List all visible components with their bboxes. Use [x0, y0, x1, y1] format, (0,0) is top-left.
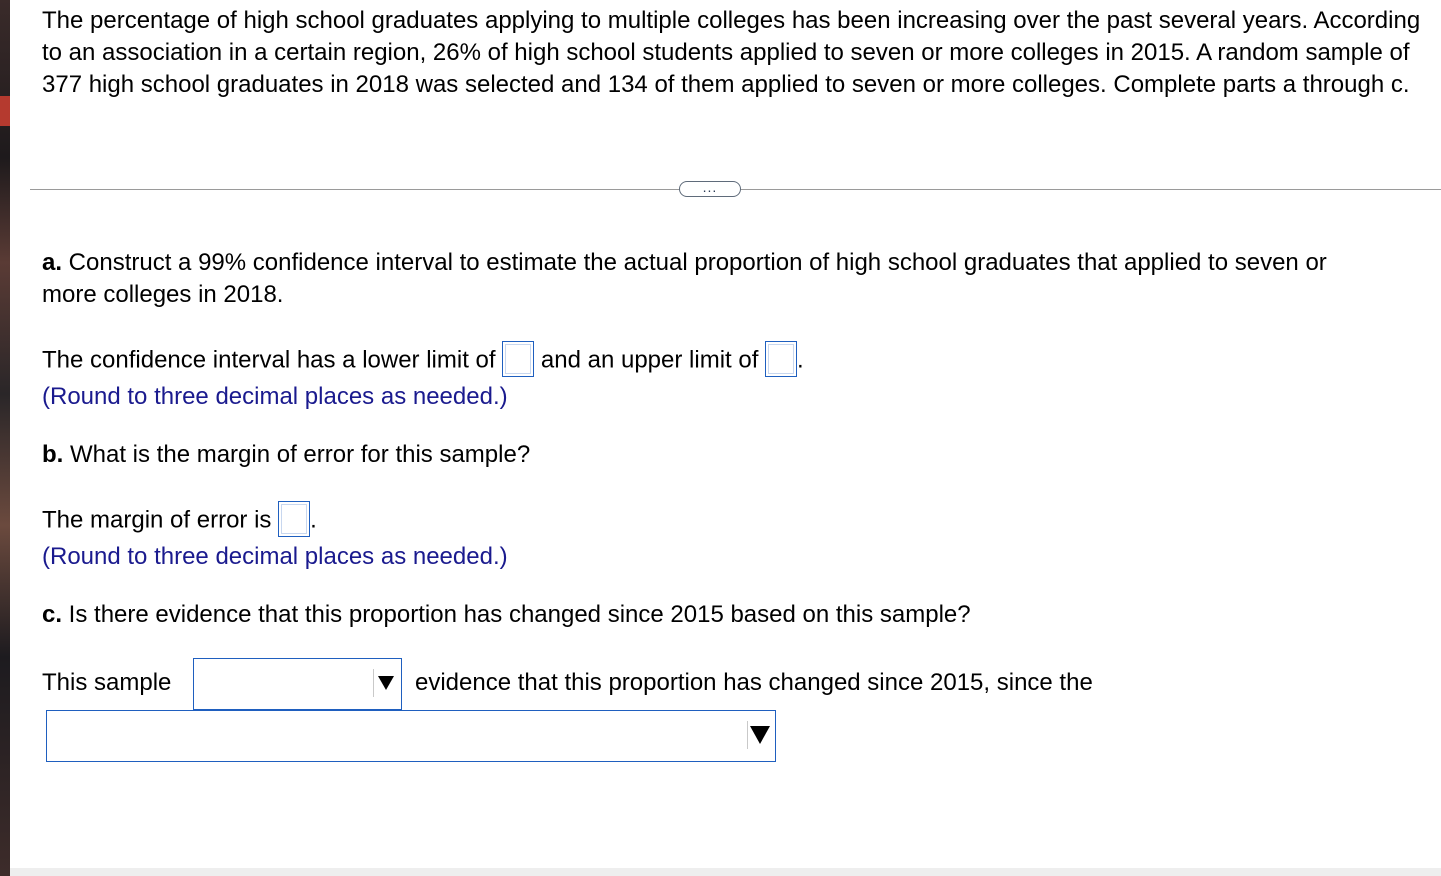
reason-dropdown[interactable] [46, 710, 776, 762]
part-a-question-line2: more colleges in 2018. [42, 281, 284, 308]
lower-limit-input[interactable] [502, 341, 534, 377]
part-c-answer-middle: evidence that this proportion has changed since 2015, since the [415, 669, 1093, 696]
part-a-question [42, 247, 1327, 279]
part-c-label: c. [42, 601, 63, 628]
part-c-question-text: Is there evidence that this proportion has changed since 2015 based on this sample? [62, 601, 971, 628]
part-a-question-text: Construct a 99% confidence interval to estimate the actual proportion of high school graduates that applied to seven or [62, 249, 1327, 276]
background-edge [0, 0, 10, 876]
part-b-label: b. [42, 441, 64, 468]
part-b-answer-row [42, 503, 317, 539]
evidence-dropdown[interactable] [193, 658, 402, 710]
dropdown-arrow-icon[interactable] [747, 721, 771, 749]
part-b-answer-prefix: The margin of error is [42, 506, 272, 534]
dropdown-arrow-icon[interactable] [373, 669, 397, 697]
part-c-question [42, 599, 971, 631]
part-a-answer-prefix: The confidence interval has a lower limit of [42, 346, 496, 374]
part-a-label: a. [42, 249, 63, 276]
bottom-bar [10, 868, 1441, 876]
part-a-answer-row [42, 343, 804, 379]
part-b-question-text: What is the margin of error for this sample? [63, 441, 531, 468]
part-b-question [42, 439, 530, 471]
part-a-answer-suffix: . [797, 346, 804, 374]
part-b-rounding-hint: (Round to three decimal places as needed.) [42, 543, 508, 570]
part-a-answer-middle: and an upper limit of [540, 346, 759, 374]
problem-statement: The percentage of high school graduates applying to multiple colleges has been increasing over the past several years. According to an association in a certain region, 26% of high school students applied to seven or more colleges in 2015. A random sample of 377 high school graduates in 2018 was selected and 134 of them applied to seven or more colleges. Complete parts a through c. [42, 7, 1421, 98]
part-b-answer-suffix: . [310, 506, 317, 534]
part-a-rounding-hint: (Round to three decimal places as needed.) [42, 383, 508, 410]
margin-of-error-input[interactable] [278, 501, 310, 537]
expand-more-button[interactable]: ... [679, 181, 741, 197]
upper-limit-input[interactable] [765, 341, 797, 377]
part-c-answer-prefix: This sample [42, 669, 172, 696]
